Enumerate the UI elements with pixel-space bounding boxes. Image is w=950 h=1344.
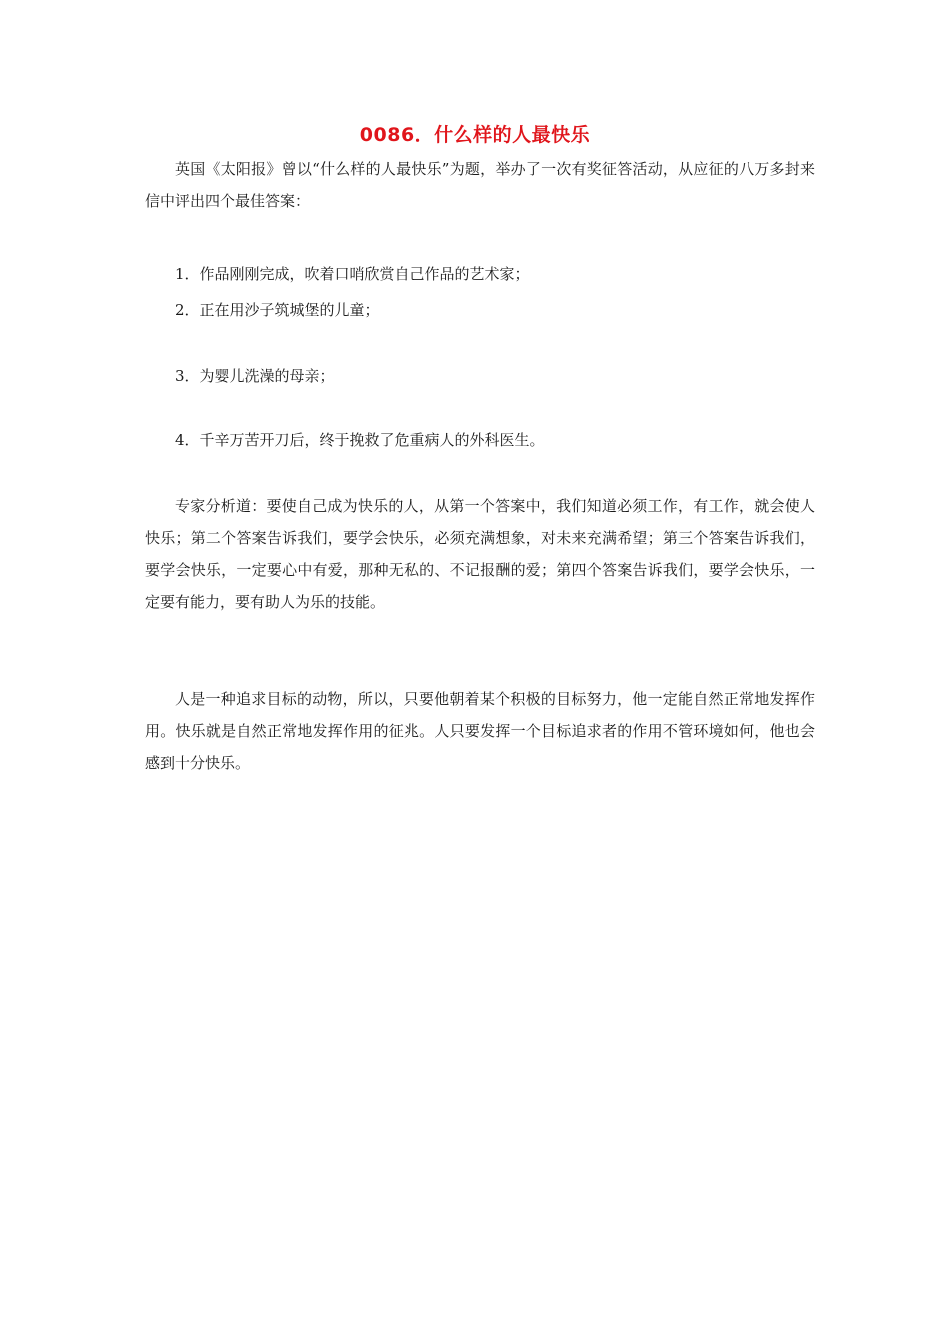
answer-item-2: 2．正在用沙子筑城堡的儿童；	[175, 301, 380, 319]
answer-item-4: 4．千辛万苦开刀后，终于挽救了危重病人的外科医生。	[175, 431, 545, 449]
document-title: 0086．什么样的人最快乐	[359, 124, 591, 146]
answer-item-3: 3．为婴儿洗澡的母亲；	[175, 367, 335, 385]
answer-item-1: 1．作品刚刚完成，吹着口哨欣赏自己作品的艺术家；	[175, 265, 530, 283]
intro-paragraph: 英国《太阳报》曾以“什么样的人最快乐”为题，举办了一次有奖征答活动，从应征的八万多封来信中评出四个最佳答案：	[145, 160, 815, 210]
analysis-paragraph: 专家分析道：要使自己成为快乐的人，从第一个答案中，我们知道必须工作，有工作，就会使人快乐；第二个答案告诉我们，要学会快乐，必须充满想象，对未来充满希望；第三个答案告诉我们，要学会快乐，一定要心中有爱，那种无私的、不记报酬的爱；第四个答案告诉我们，要学会快乐，一定要有能力，要有助人为乐的技能。	[145, 497, 815, 611]
conclusion-paragraph: 人是一种追求目标的动物，所以，只要他朝着某个积极的目标努力，他一定能自然正常地发挥作用。快乐就是自然正常地发挥作用的征兆。人只要发挥一个目标追求者的作用不管环境如何，他也会感到十分快乐。	[145, 690, 815, 772]
